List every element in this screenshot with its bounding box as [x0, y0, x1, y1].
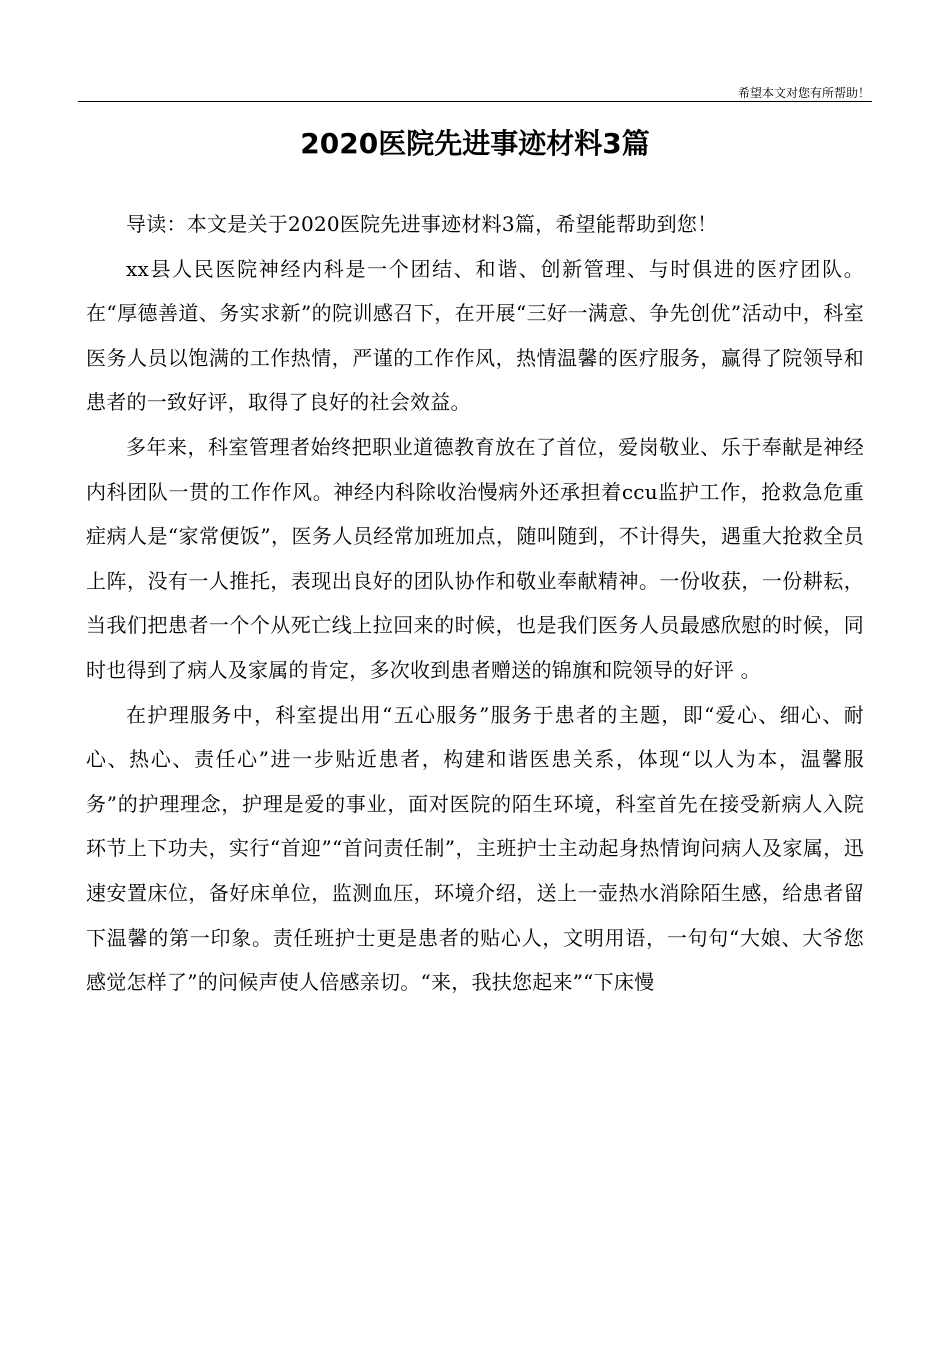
header-divider: [78, 101, 872, 102]
body-paragraph: 在护理服务中，科室提出用“五心服务”服务于患者的主题，即“爱心、细心、耐心、热心、责任心”进一步贴近患者，构建和谐医患关系，体现“以人为本，温馨服务”的护理理念，护理是爱的事业，面对医院的陌生环境，科室首先在接受新病人入院环节上下功夫，实行“首迎”“首问责任制”，主班护士主动起身热情询问病人及家属，迅速安置床位，备好床单位，监测血压，环境介绍，送上一壶热水消除陌生感，给患者留下温馨的第一印象。责任班护士更是患者的贴心人，文明用语，一句句“大娘、大爷您感觉怎样了”的问候声使人倍感亲切。“来，我扶您起来”“下床慢: [86, 702, 864, 995]
document-title: 2020医院先进事迹材料3篇: [300, 127, 650, 160]
body-paragraph: xx县人民医院神经内科是一个团结、和谐、创新管理、与时俱进的医疗团队。在“厚德善道、务实求新”的院训感召下，在开展“三好一满意、争先创优”活动中，科室医务人员以饱满的工作热情，严谨的工作作风，热情温馨的医疗服务，赢得了院领导和患者的一致好评，取得了良好的社会效益。: [86, 256, 864, 415]
body-paragraph: 多年来，科室管理者始终把职业道德教育放在了首位，爱岗敬业、乐于奉献是神经内科团队一贯的工作作风。神经内科除收治慢病外还承担着ccu监护工作，抢救急危重症病人是“家常便饭”，医务人员经常加班加点，随叫随到，不计得失，遇重大抢救全员上阵，没有一人推托，表现出良好的团队协作和敬业奉献精神。一份收获，一份耕耘，当我们把患者一个个从死亡线上拉回来的时候，也是我们医务人员最感欣慰的时候，同时也得到了病人及家属的肯定，多次收到患者赠送的锦旗和院领导的好评 。: [86, 434, 864, 682]
intro-paragraph: 导读：本文是关于2020医院先进事迹材料3篇，希望能帮助到您！: [126, 212, 718, 236]
header-note: 希望本文对您有所帮助！: [737, 86, 870, 100]
document-body: [86, 202, 864, 1005]
